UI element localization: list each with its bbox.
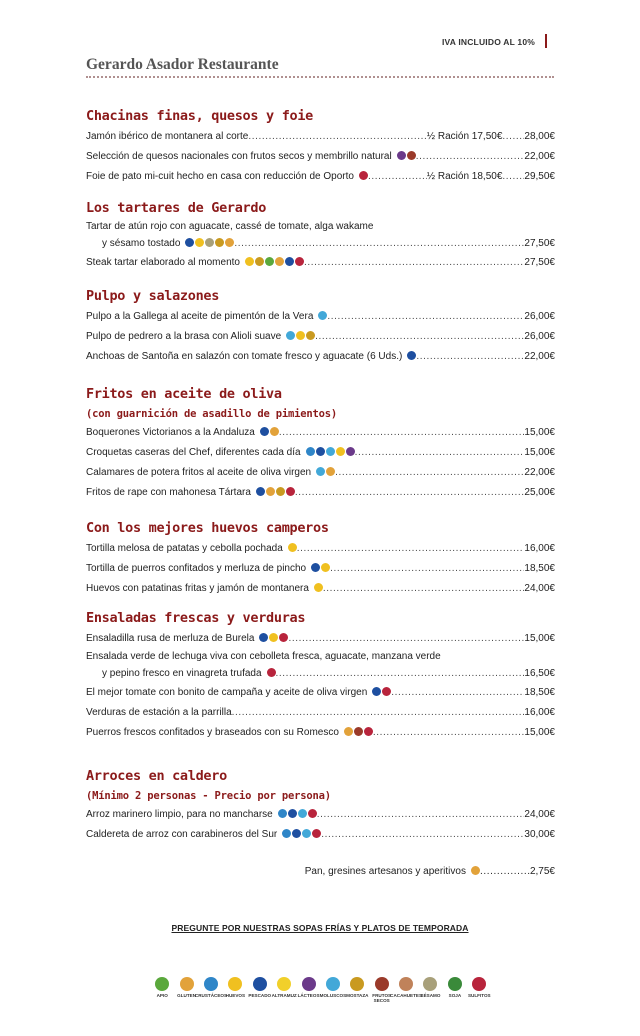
moluscos-allergen-icon xyxy=(302,829,311,838)
moluscos-icon xyxy=(326,977,340,991)
legend-item-mostaza xyxy=(345,977,369,1003)
allergen-legend xyxy=(150,977,491,1003)
soja-icon xyxy=(448,977,462,991)
menu-item-name-cont: y pepino fresco en vinagreta trufada xyxy=(102,668,262,679)
menu-item-line xyxy=(86,235,555,253)
allergen-icons xyxy=(339,723,373,743)
gluten-icon xyxy=(180,977,194,991)
section-title: Fritos en aceite de oliva xyxy=(86,386,282,402)
huevos-icon xyxy=(228,977,242,991)
legend-item-altramuz xyxy=(272,977,296,1003)
mostaza-allergen-icon xyxy=(255,257,264,266)
menu-item-price: 26,00€ xyxy=(524,311,555,322)
apio-allergen-icon xyxy=(265,257,274,266)
legend-item-huevos xyxy=(223,977,247,1003)
menu-item xyxy=(86,579,555,599)
section-subtitle: (con guarnición de asadillo de pimientos) xyxy=(86,408,337,420)
allergen-icons xyxy=(354,167,368,187)
menu-item-name: Pulpo de pedrero a la brasa con Alioli suave xyxy=(86,331,282,342)
menu-item-price: 18,50€ xyxy=(524,687,555,698)
huevos-allergen-icon xyxy=(336,447,345,456)
sulfitos-allergen-icon xyxy=(312,829,321,838)
legend-item-sulfitos xyxy=(467,977,491,1003)
gluten-allergen-icon xyxy=(270,427,279,436)
menu-item xyxy=(86,443,555,463)
lacteos-allergen-icon xyxy=(397,151,406,160)
crustaceos-allergen-icon xyxy=(282,829,291,838)
menu-item-price: 28,00€ xyxy=(524,131,555,142)
menu-item-name: Boquerones Victorianos a la Andaluza xyxy=(86,427,255,438)
frutos-secos-allergen-icon xyxy=(407,151,416,160)
menu-item xyxy=(86,147,555,167)
huevos-allergen-icon xyxy=(296,331,305,340)
leader-dots xyxy=(248,127,426,147)
menu-section xyxy=(86,108,555,187)
menu-item-name: Arroz marinero limpio, para no mancharse xyxy=(86,809,273,820)
leader-dots xyxy=(335,463,524,483)
sulfitos-allergen-icon xyxy=(267,668,276,677)
menu-section xyxy=(86,610,555,743)
huevos-allergen-icon xyxy=(245,257,254,266)
legend-item-soja xyxy=(443,977,467,1003)
menu-item-price: 16,50€ xyxy=(524,668,555,679)
vat-note: IVA INCLUIDO AL 10% xyxy=(441,37,535,47)
sulfitos-allergen-icon xyxy=(382,687,391,696)
menu-item-price: 22,00€ xyxy=(524,467,555,478)
moluscos-allergen-icon xyxy=(286,331,295,340)
leader-dots xyxy=(321,825,524,845)
menu-item xyxy=(86,463,555,483)
leader-dots xyxy=(391,683,524,703)
menu-item-price: 15,00€ xyxy=(524,633,555,644)
legend-label: ALTRAMUZ xyxy=(271,993,297,998)
huevos-allergen-icon xyxy=(288,543,297,552)
legend-label: CRUSTÁCEOS xyxy=(194,993,228,998)
legend-label: PESCADO xyxy=(248,993,272,998)
lacteos-icon xyxy=(302,977,316,991)
legend-label: FRUTOS SECOS xyxy=(372,993,392,1003)
pescado-allergen-icon xyxy=(285,257,294,266)
moluscos-allergen-icon xyxy=(316,467,325,476)
frutos-secos-icon xyxy=(375,977,389,991)
menu-section xyxy=(86,200,555,273)
allergen-icons xyxy=(255,423,279,443)
crustaceos-allergen-icon xyxy=(306,447,315,456)
menu-item-price: 16,00€ xyxy=(524,707,555,718)
menu-item-line xyxy=(86,665,555,683)
menu-section xyxy=(86,288,555,367)
restaurant-title: Gerardo Asador Restaurante xyxy=(86,56,279,73)
menu-item xyxy=(86,423,555,443)
pescado-icon xyxy=(253,977,267,991)
menu-item xyxy=(86,723,555,743)
section-title: Ensaladas frescas y verduras xyxy=(86,610,306,626)
sulfitos-allergen-icon xyxy=(286,487,295,496)
legend-item-sesamo xyxy=(418,977,442,1003)
half-portion-price: ½ Ración 18,50€ xyxy=(426,171,503,182)
bread-line xyxy=(86,866,555,877)
section-title: Arroces en caldero xyxy=(86,768,227,784)
menu-item xyxy=(86,347,555,367)
bread-price: 2,75€ xyxy=(529,866,555,877)
mostaza-allergen-icon xyxy=(276,487,285,496)
huevos-allergen-icon xyxy=(195,238,204,247)
menu-item xyxy=(86,167,555,187)
menu-item xyxy=(86,559,555,579)
menu-item-price: 18,50€ xyxy=(524,563,555,574)
mostaza-allergen-icon xyxy=(306,331,315,340)
mostaza-icon xyxy=(350,977,364,991)
menu-item-price: 26,00€ xyxy=(524,331,555,342)
allergen-icons xyxy=(402,347,416,367)
menu-item-price: 27,50€ xyxy=(524,238,555,249)
legend-label: CACAHUETES xyxy=(390,993,423,998)
allergen-icons xyxy=(262,665,276,683)
menu-item-price: 15,00€ xyxy=(524,427,555,438)
section-title: Pulpo y salazones xyxy=(86,288,220,304)
sesamo-allergen-icon xyxy=(205,238,214,247)
allergen-icons xyxy=(367,683,391,703)
pescado-allergen-icon xyxy=(185,238,194,247)
gluten-allergen-icon xyxy=(471,866,480,875)
legend-label: MOLUSCOS xyxy=(319,993,347,998)
menu-item-name: Tartar de atún rojo con aguacate, cassé de tomate, alga wakame xyxy=(86,221,374,232)
leader-dots xyxy=(330,559,524,579)
allergen-icons xyxy=(277,825,321,845)
allergen-icons xyxy=(240,253,304,273)
menu-item-name: Verduras de estación a la parrilla xyxy=(86,707,232,718)
menu-item-name: Ensaladilla rusa de merluza de Burela xyxy=(86,633,255,644)
leader-dots xyxy=(279,423,525,443)
allergen-icons xyxy=(309,579,323,599)
moluscos-allergen-icon xyxy=(326,447,335,456)
allergen-icons xyxy=(180,235,234,253)
menu-item-name: Huevos con patatinas fritas y jamón de montanera xyxy=(86,583,309,594)
menu-item-name: Foie de pato mi-cuit hecho en casa con reducción de Oporto xyxy=(86,171,354,182)
menu-item-price: 25,00€ xyxy=(524,487,555,498)
moluscos-allergen-icon xyxy=(298,809,307,818)
menu-item-name: Ensalada verde de lechuga viva con cebolleta fresca, aguacate, manzana verde xyxy=(86,651,441,662)
seasonal-notice: PREGUNTE POR NUESTRAS SOPAS FRÍAS Y PLATOS DE TEMPORADA xyxy=(171,923,469,933)
leader-dots xyxy=(297,539,525,559)
allergen-icons xyxy=(283,539,297,559)
pescado-allergen-icon xyxy=(288,809,297,818)
allergen-icons xyxy=(313,307,327,327)
huevos-allergen-icon xyxy=(314,583,323,592)
leader-dots xyxy=(323,579,525,599)
sulfitos-allergen-icon xyxy=(308,809,317,818)
legend-item-apio xyxy=(150,977,174,1003)
menu-item-name: Croquetas caseras del Chef, diferentes cada día xyxy=(86,447,301,458)
menu-item xyxy=(86,327,555,347)
allergen-icons xyxy=(306,559,330,579)
menu-item-name: El mejor tomate con bonito de campaña y aceite de oliva virgen xyxy=(86,687,368,698)
legend-item-moluscos xyxy=(321,977,345,1003)
legend-item-lacteos xyxy=(296,977,320,1003)
menu-item-name-cont: y sésamo tostado xyxy=(102,238,181,249)
legend-label: LÁCTEOS xyxy=(297,993,320,998)
menu-item-price: 15,00€ xyxy=(524,447,555,458)
huevos-allergen-icon xyxy=(321,563,330,572)
moluscos-allergen-icon xyxy=(318,311,327,320)
legend-item-gluten xyxy=(174,977,198,1003)
menu-item xyxy=(86,253,555,273)
gluten-allergen-icon xyxy=(326,467,335,476)
leader-dots xyxy=(416,147,525,167)
legend-label: GLUTEN xyxy=(177,993,197,998)
menu-item xyxy=(86,539,555,559)
menu-item-name: Tortilla melosa de patatas y cebolla pochada xyxy=(86,543,283,554)
crustaceos-allergen-icon xyxy=(278,809,287,818)
menu-item xyxy=(86,307,555,327)
menu-item-price: 22,00€ xyxy=(524,351,555,362)
leader-dots xyxy=(304,253,524,273)
sulfitos-allergen-icon xyxy=(295,257,304,266)
leader-dots xyxy=(480,866,530,877)
menu-item xyxy=(86,483,555,503)
cacahuetes-icon xyxy=(399,977,413,991)
menu-section xyxy=(86,768,555,845)
pescado-allergen-icon xyxy=(311,563,320,572)
menu-item-price: 24,00€ xyxy=(524,583,555,594)
menu-item-price: 15,00€ xyxy=(524,727,555,738)
menu-section xyxy=(86,520,555,599)
allergen-icons xyxy=(301,443,355,463)
menu-item xyxy=(86,629,555,649)
leader-dots xyxy=(315,327,524,347)
sulfitos-allergen-icon xyxy=(279,633,288,642)
menu-item xyxy=(86,649,555,683)
leader-dots xyxy=(288,629,524,649)
menu-item-price: 30,00€ xyxy=(524,829,555,840)
pescado-allergen-icon xyxy=(316,447,325,456)
pescado-allergen-icon xyxy=(256,487,265,496)
menu-item-name: Puerros frescos confitados y braseados con su Romesco xyxy=(86,727,339,738)
allergen-icons xyxy=(273,805,317,825)
pescado-allergen-icon xyxy=(372,687,381,696)
apio-icon xyxy=(155,977,169,991)
legend-label: MOSTAZA xyxy=(346,993,369,998)
leader-dots xyxy=(416,347,524,367)
sulfitos-allergen-icon xyxy=(364,727,373,736)
allergen-icons xyxy=(281,327,315,347)
menu-item-name: Selección de quesos nacionales con frutos secos y membrillo natural xyxy=(86,151,392,162)
lacteos-allergen-icon xyxy=(346,447,355,456)
pescado-allergen-icon xyxy=(407,351,416,360)
bread-allergen-icons xyxy=(466,866,480,877)
frutos-secos-allergen-icon xyxy=(354,727,363,736)
legend-item-pescado xyxy=(248,977,272,1003)
menu-item-name: Caldereta de arroz con carabineros del Sur xyxy=(86,829,278,840)
legend-label: HUEVOS xyxy=(225,993,246,998)
allergen-icons xyxy=(254,629,288,649)
menu-item-name: Pulpo a la Gallega al aceite de pimentón de la Vera xyxy=(86,311,314,322)
gluten-allergen-icon xyxy=(275,257,284,266)
gluten-allergen-icon xyxy=(225,238,234,247)
menu-item xyxy=(86,683,555,703)
leader-dots xyxy=(502,127,524,147)
menu-item-name: Fritos de rape con mahonesa Tártara xyxy=(86,487,251,498)
section-title: Chacinas finas, quesos y foie xyxy=(86,108,314,124)
gluten-allergen-icon xyxy=(344,727,353,736)
leader-dots xyxy=(373,723,525,743)
altramuz-icon xyxy=(277,977,291,991)
sesamo-icon xyxy=(423,977,437,991)
pescado-allergen-icon xyxy=(292,829,301,838)
legend-label: SOJA xyxy=(448,993,462,998)
section-title: Con los mejores huevos camperos xyxy=(86,520,329,536)
legend-item-frutos-secos xyxy=(370,977,394,1003)
leader-dots xyxy=(295,483,525,503)
legend-label: APIO xyxy=(156,993,168,998)
menu-item xyxy=(86,219,555,253)
allergen-icons xyxy=(251,483,295,503)
leader-dots xyxy=(502,167,524,187)
mostaza-allergen-icon xyxy=(215,238,224,247)
menu-item xyxy=(86,703,555,723)
leader-dots xyxy=(234,235,524,255)
sulfitos-icon xyxy=(472,977,486,991)
menu-item-price: 22,00€ xyxy=(524,151,555,162)
menu-item-price: 24,00€ xyxy=(524,809,555,820)
leader-dots xyxy=(276,665,525,685)
menu-item-name: Jamón ibérico de montanera al corte xyxy=(86,131,249,142)
menu-item xyxy=(86,805,555,825)
menu-item xyxy=(86,127,555,147)
allergen-icons xyxy=(311,463,335,483)
leader-dots xyxy=(317,805,525,825)
menu-section xyxy=(86,386,555,503)
leader-dots xyxy=(355,443,525,463)
leader-dots xyxy=(327,307,524,327)
gluten-allergen-icon xyxy=(266,487,275,496)
pescado-allergen-icon xyxy=(260,427,269,436)
menu-item-name: Anchoas de Santoña en salazón con tomate fresco y aguacate (6 Uds.) xyxy=(86,351,403,362)
half-portion-price: ½ Ración 17,50€ xyxy=(426,131,503,142)
title-divider xyxy=(86,76,554,78)
legend-label: SULFITOS xyxy=(467,993,491,998)
menu-item-price: 29,50€ xyxy=(524,171,555,182)
menu-item-name: Calamares de potera fritos al aceite de oliva virgen xyxy=(86,467,312,478)
legend-label: SÉSAMO xyxy=(420,993,441,998)
crustaceos-icon xyxy=(204,977,218,991)
menu-item-name: Steak tartar elaborado al momento xyxy=(86,257,240,268)
legend-item-cacahuetes xyxy=(390,977,423,1003)
pescado-allergen-icon xyxy=(259,633,268,642)
menu-item xyxy=(86,825,555,845)
huevos-allergen-icon xyxy=(269,633,278,642)
section-subtitle: (Mínimo 2 personas - Precio por persona) xyxy=(86,790,331,802)
allergen-icons xyxy=(392,147,416,167)
section-title: Los tartares de Gerardo xyxy=(86,200,267,216)
menu-item-name: Tortilla de puerros confitados y merluza de pincho xyxy=(86,563,307,574)
menu-item-price: 16,00€ xyxy=(524,543,555,554)
legend-item-crustaceos xyxy=(194,977,228,1003)
menu-item-price: 27,50€ xyxy=(524,257,555,268)
bread-name: Pan, gresines artesanos y aperitivos xyxy=(304,866,466,877)
sulfitos-allergen-icon xyxy=(359,171,368,180)
header-accent-bar xyxy=(545,34,547,48)
leader-dots xyxy=(232,703,525,723)
leader-dots xyxy=(368,167,427,187)
